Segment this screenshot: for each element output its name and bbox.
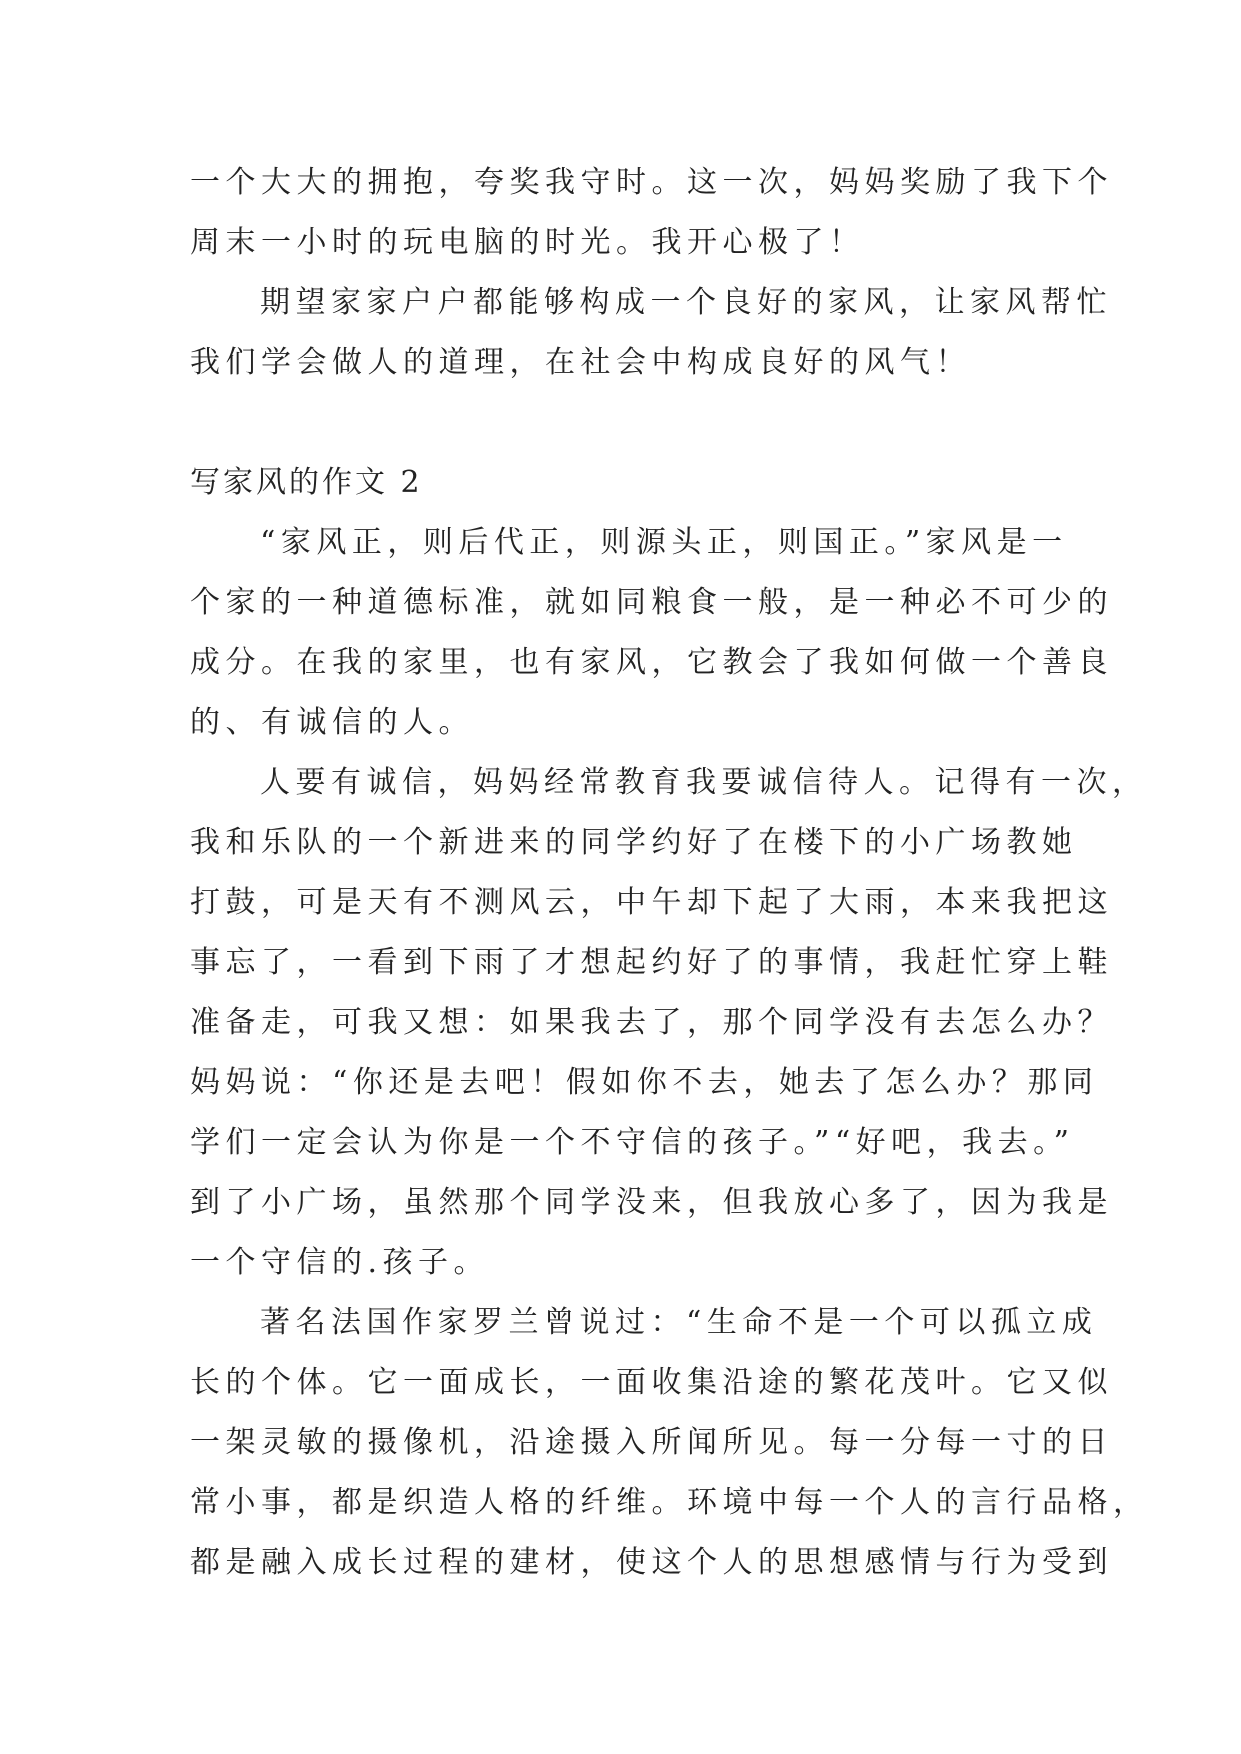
body-line: 我和乐队的一个新进来的同学约好了在楼下的小广场教她 [190,825,1078,860]
section-gap [190,393,1055,453]
body-line: 到了小广场，虽然那个同学没来，但我放心多了，因为我是 [190,1185,1113,1220]
body-line: 人要有诚信，妈妈经常教育我要诚信待人。记得有一次， [260,765,1148,800]
body-line: 一个守信的.孩子。 [190,1245,490,1280]
section-heading: 写家风的作文 2 [190,465,423,500]
body-line: 成分。在我的家里，也有家风，它教会了我如何做一个善良 [190,645,1113,680]
body-line: 长的个体。它一面成长，一面收集沿途的繁花茂叶。它又似 [190,1365,1113,1400]
body-line: 的、有诚信的人。 [190,705,474,740]
body-line: 常小事，都是织造人格的纤维。环境中每一个人的言行品格， [190,1485,1149,1520]
document-body [190,153,1149,1593]
body-line: 都是融入成长过程的建材，使这个人的思想感情与行为受到 [190,1545,1113,1580]
body-line: 一架灵敏的摄像机，沿途摄入所闻所见。每一分每一寸的日 [190,1425,1113,1460]
body-line: 周末一小时的玩电脑的时光。我开心极了！ [190,225,865,260]
body-line: 学们一定会认为你是一个不守信的孩子。”“好吧，我去。” [190,1125,1075,1160]
body-line: 个家的一种道德标准，就如同粮食一般，是一种必不可少的 [190,585,1113,620]
body-line: 我们学会做人的道理，在社会中构成良好的风气！ [190,345,971,380]
body-line: 事忘了，一看到下雨了才想起约好了的事情，我赶忙穿上鞋 [190,945,1113,980]
body-line: 一个大大的拥抱，夸奖我守时。这一次，妈妈奖励了我下个 [190,165,1113,200]
body-line: 妈妈说：“你还是去吧！假如你不去，她去了怎么办？那同 [190,1065,1099,1100]
body-line: 准备走，可我又想：如果我去了，那个同学没有去怎么办？ [190,1005,1113,1040]
body-line: “家风正，则后代正，则源头正，则国正。”家风是一 [260,525,1068,560]
body-line: 打鼓，可是天有不测风云，中午却下起了大雨，本来我把这 [190,885,1113,920]
body-line: 著名法国作家罗兰曾说过：“生命不是一个可以孤立成 [260,1305,1098,1340]
body-line: 期望家家户户都能够构成一个良好的家风，让家风帮忙 [260,285,1112,320]
